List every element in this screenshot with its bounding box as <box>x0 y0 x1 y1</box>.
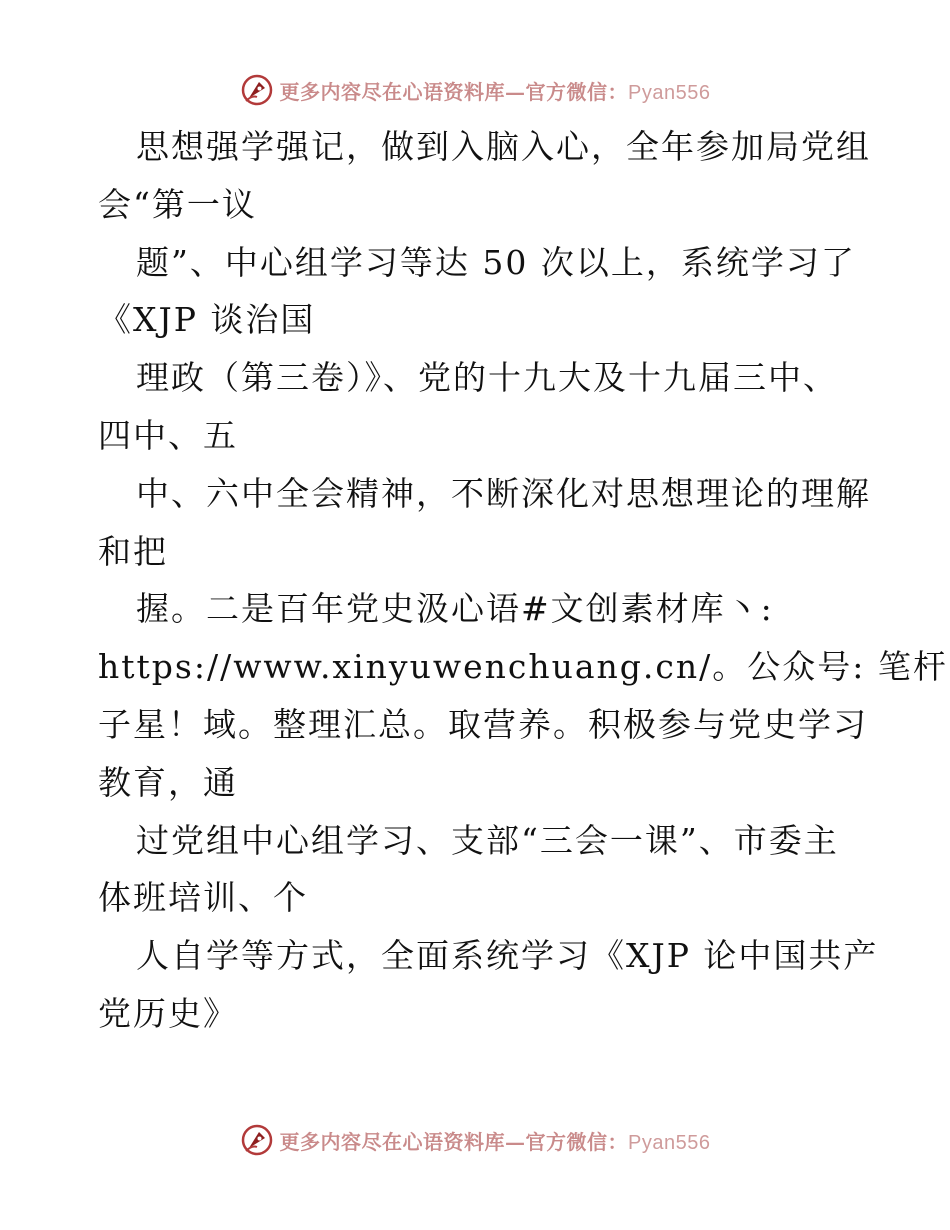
text-line: 子星！域。整理汇总。取营养。积极参与党史学习 <box>98 704 868 744</box>
header-banner <box>0 70 950 110</box>
text-line-url: https://www.xinyuwenchuang.cn/。公众号: 笔杆 <box>98 647 948 687</box>
text-line: 《XJP 谈治国 <box>98 300 316 340</box>
pen-nib-logo-icon <box>240 1123 274 1157</box>
text-line: 四中、五 <box>98 415 238 455</box>
text-line: 理政（第三卷）》、党的十九大及十九届三中、 <box>136 358 838 398</box>
header-wechat-id: Pyan556 <box>628 81 711 104</box>
header-banner-label: 更多内容尽在心语资料库—官方微信： <box>279 79 629 104</box>
footer-banner-text <box>280 1126 711 1155</box>
footer-wechat-id: Pyan556 <box>628 1131 711 1154</box>
text-line: 和把 <box>98 531 168 571</box>
document-body <box>98 118 948 1043</box>
text-line: 题”、中心组学习等达 50 次以上，系统学习了 <box>136 242 856 282</box>
header-banner-text <box>280 76 711 105</box>
text-line: 会“第一议 <box>98 184 257 224</box>
footer-banner <box>0 1120 950 1160</box>
footer-banner-label: 更多内容尽在心语资料库—官方微信： <box>279 1129 629 1154</box>
pen-nib-logo-icon <box>240 73 274 107</box>
text-line: 思想强学强记，做到入脑入心，全年参加局党组 <box>136 127 871 166</box>
text-line: 中、六中全会精神，不断深化对思想理论的理解 <box>136 473 871 513</box>
text-line: 过党组中心组学习、支部“三会一课”、市委主 <box>136 820 839 860</box>
text-line: 人自学等方式，全面系统学习《XJP 论中国共产 <box>136 936 879 976</box>
text-line: 体班培训、个 <box>98 878 308 918</box>
text-line: 党历史》 <box>98 993 238 1033</box>
text-line: 握。二是百年党史汲心语#文创素材库丶: <box>136 589 774 629</box>
text-line: 教育，通 <box>98 762 238 802</box>
